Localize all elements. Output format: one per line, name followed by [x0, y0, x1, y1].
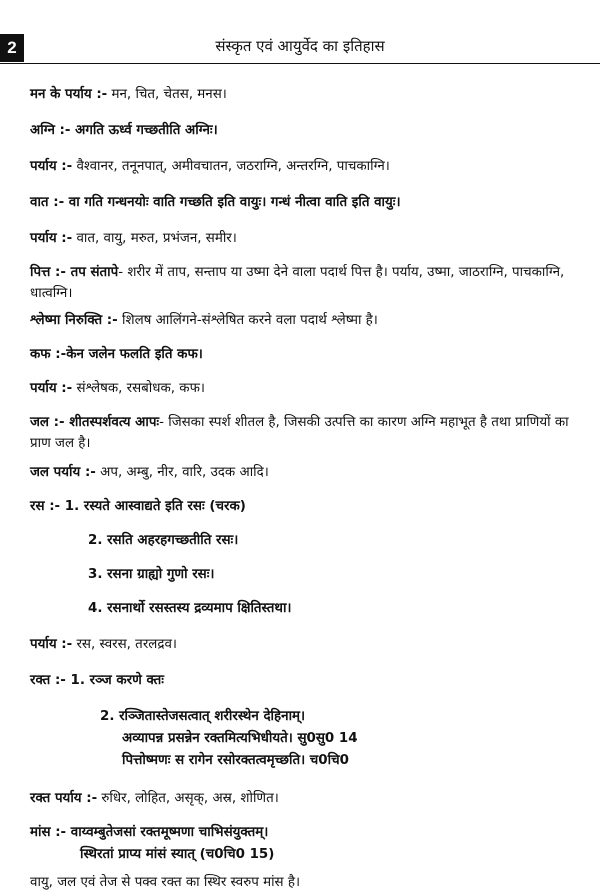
- entry-shleshma: श्लेष्मा निरुक्ति :- शिलष आलिंगने-संश्लेषित करने वला पदार्थ श्लेष्मा है।: [30, 313, 378, 328]
- entry-mamsa-2: स्थिरतां प्राप्य मांसं स्यात् (च0चि0 15): [80, 847, 275, 862]
- running-title: संस्कृत एवं आयुर्वेद का इतिहास: [215, 37, 385, 55]
- entry-rasa-3: 3. रसना ग्राह्यो गुणो रसः।: [88, 567, 215, 582]
- entry-rakta-paryay: रक्त पर्याय :- रुधिर, लोहित, असृक्, अस्र, शोणित।: [30, 791, 279, 806]
- entry-kapha: कफ :-केन जलेन फलति इति कफ।: [30, 347, 203, 362]
- entry-rasa-2: 2. रसति अहरहगच्छतीति रसः।: [88, 533, 239, 548]
- entry-vata-paryay: पर्याय :- वात, वायु, मरुत, प्रभंजन, समीर।: [30, 231, 237, 246]
- entry-jala: जल :- शीतस्पर्शवत्य आपः- जिसका स्पर्श शीतल है, जिसकी उत्पत्ति का कारण अग्नि महाभूत है तथा प्राणियों का प्राण जल है।: [30, 415, 569, 451]
- page-header: [0, 0, 600, 64]
- entry-mamsa-1: मांस :- वाय्वम्बुतेजसां रक्तमूष्मणा चाभिसंयुक्तम्।: [30, 825, 269, 840]
- entry-rasa-paryay: पर्याय :- रस, स्वरस, तरलद्रव।: [30, 637, 178, 652]
- entry-pitta: पित्त :- तप संतापे- शरीर में ताप, सन्ताप या उष्मा देने वाला पदार्थ पित्त है। पर्याय, उष्मा, जाठराग्नि, पाचकाग्नि, धात्वग्नि।: [30, 265, 565, 301]
- entry-rakta-2: 2. रञ्जितास्तेजसत्वात् शरीरस्थेन देहिनाम्।: [100, 709, 306, 724]
- entry-rakta-2c: पित्तोष्मणः स रागेन रसोरक्तत्वमृच्छति। च0चि0: [122, 753, 349, 768]
- entry-man-paryay: मन के पर्याय :- मन, चित, चेतस, मनस।: [30, 87, 227, 102]
- entry-vata: वात :- वा गति गन्धनयोः वाति गच्छति इति वायुः। गन्धं नीत्वा वाति इति वायुः।: [30, 195, 401, 210]
- header-rule: [0, 63, 600, 64]
- entry-rakta-1: रक्त :- 1. रञ्ज करणे क्तः: [30, 673, 164, 688]
- entry-rakta-2b: अव्यापन्न प्रसन्नेन रक्तमित्यभिधीयते। सु0सु0 14: [122, 731, 358, 746]
- entry-agni: अग्नि :- अगति ऊर्ध्व गच्छतीति अग्निः।: [30, 123, 218, 138]
- entry-agni-paryay: पर्याय :- वैश्वानर, तनूनपात्, अमीवचातन, जठराग्नि, अन्तरग्नि, पाचकाग्नि।: [30, 159, 390, 174]
- entry-rasa-4: 4. रसनार्थो रसस्तस्य द्रव्यमाप क्षितिस्तथा।: [88, 601, 292, 616]
- page-number: 2: [0, 34, 24, 62]
- entry-jala-paryay: जल पर्याय :- अप, अम्बु, नीर, वारि, उदक आदि।: [30, 465, 269, 480]
- entry-mamsa-3: वायु, जल एवं तेज से पक्व रक्त का स्थिर स्वरुप मांस है।: [30, 875, 301, 890]
- entry-rasa-1: रस :- 1. रस्यते आस्वाद्यते इति रसः (चरक): [30, 499, 246, 514]
- entry-kapha-paryay: पर्याय :- संश्लेषक, रसबोधक, कफ।: [30, 381, 205, 396]
